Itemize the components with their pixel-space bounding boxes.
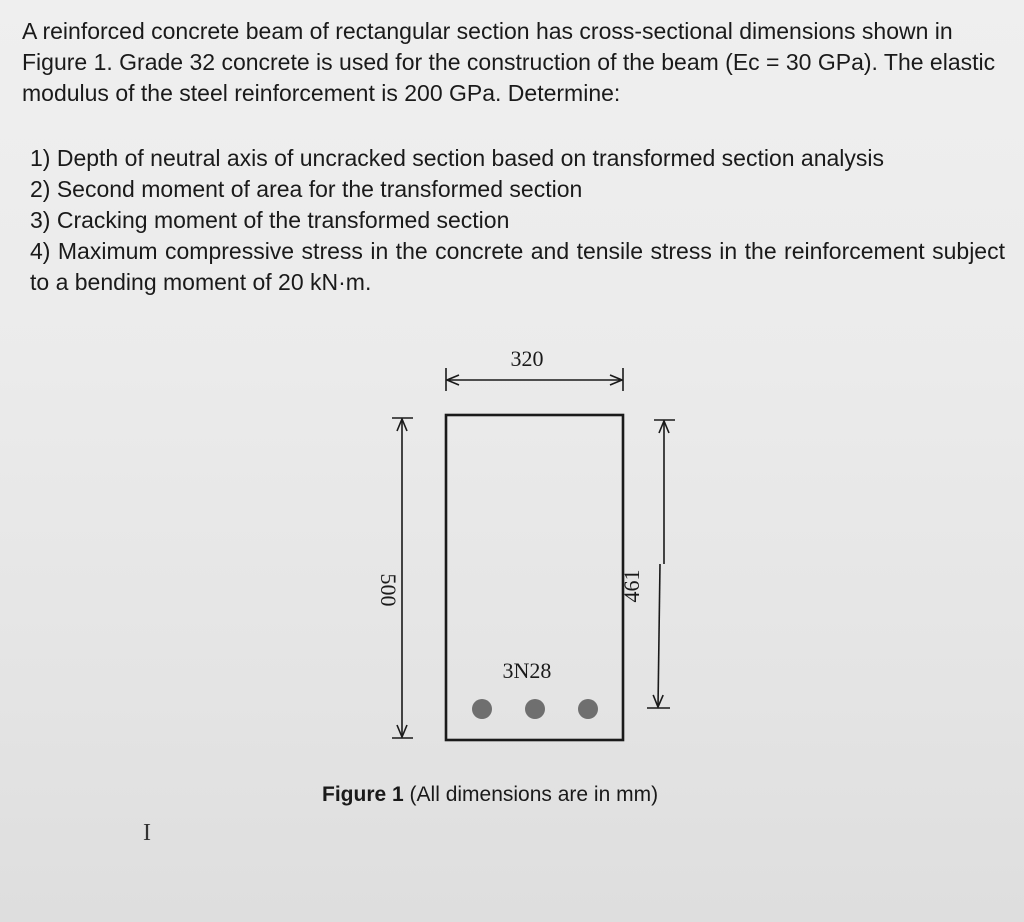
figure-caption — [322, 782, 658, 808]
depth-dimension — [376, 418, 413, 738]
effective-depth-dimension — [619, 420, 675, 708]
effective-depth-arrow-down — [658, 564, 660, 707]
rebar-circle-2 — [525, 699, 545, 719]
figure-caption-label: Figure 1 — [322, 783, 404, 806]
text-cursor-icon: I — [143, 820, 151, 846]
reinforcement — [472, 658, 598, 719]
task-list — [30, 143, 1005, 298]
task-item-1: 1) Depth of neutral axis of uncracked section based on transformed section analysis — [30, 145, 885, 171]
effective-depth-label: 461 — [619, 569, 644, 603]
figure-caption-text: (All dimensions are in mm) — [403, 783, 659, 806]
width-dimension — [446, 346, 623, 391]
rebar-circle-1 — [472, 699, 492, 719]
problem-intro: A reinforced concrete beam of rectangular section has cross-sectional dimensions shown in Figure 1. Grade 32 concrete is used for the construction of the beam (Ec = 30 GPa). The elastic modulus of the steel reinforcement is 200 GPa. Determine: — [22, 18, 996, 106]
reinforcement-label: 3N28 — [502, 658, 552, 683]
beam-outline — [446, 415, 623, 740]
task-item-4: 4) Maximum compressive stress in the concrete and tensile stress in the reinforcement subject to a bending moment of 20 kN·m. — [30, 238, 1005, 295]
depth-label: 500 — [376, 573, 401, 607]
task-item-2: 2) Second moment of area for the transformed section — [30, 176, 583, 202]
task-item-3: 3) Cracking moment of the transformed section — [30, 207, 510, 233]
width-label: 320 — [510, 346, 544, 371]
rebar-circle-3 — [578, 699, 598, 719]
